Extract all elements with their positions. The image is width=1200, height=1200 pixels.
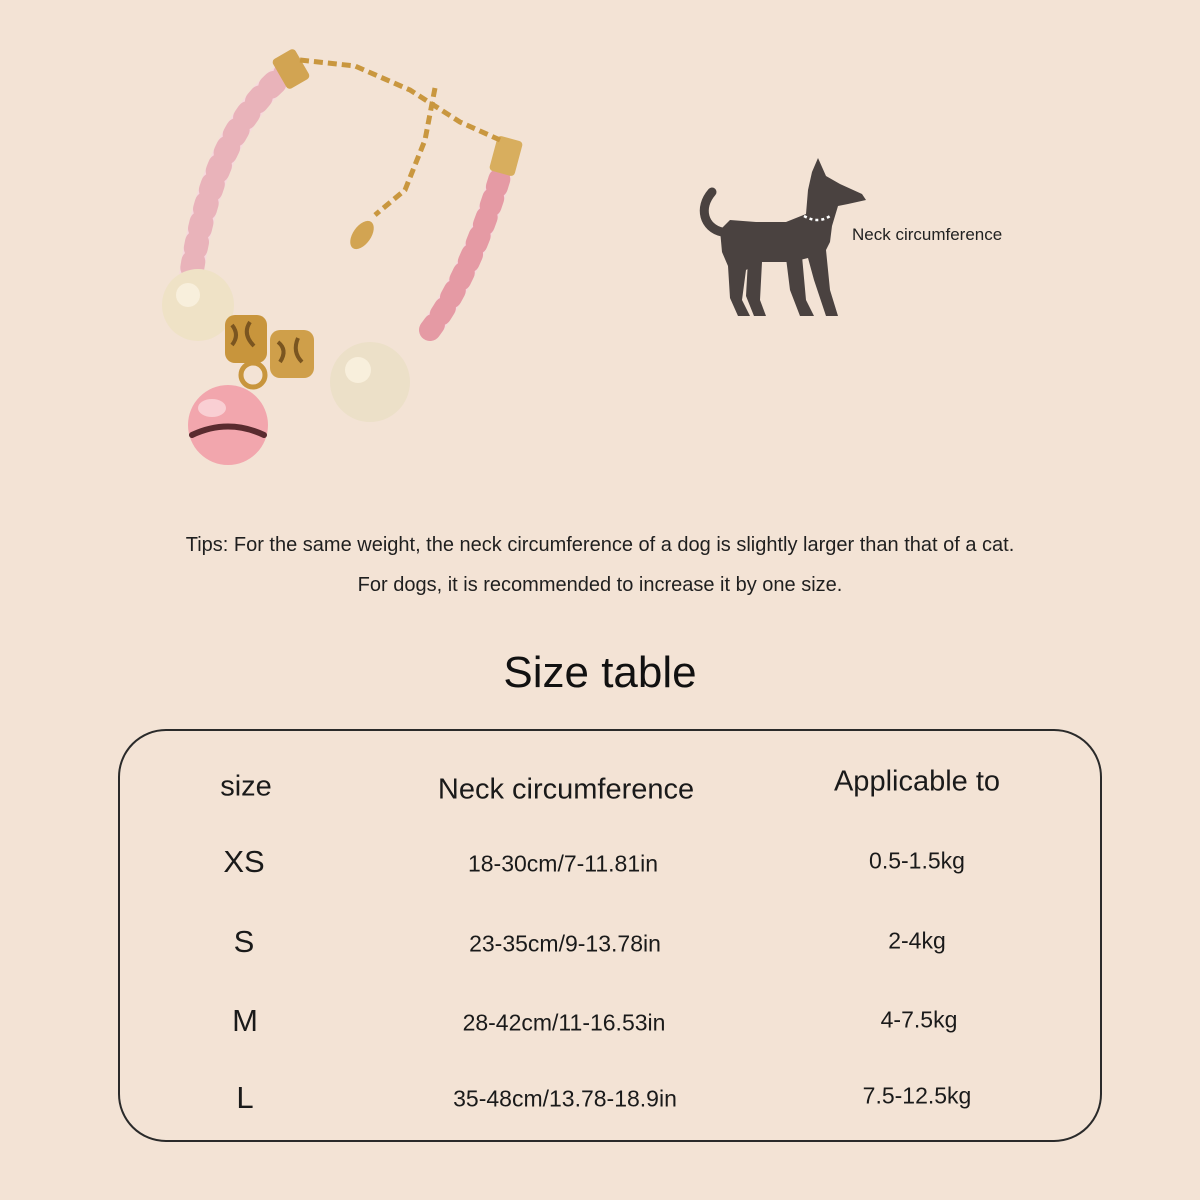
tips-line-1: Tips: For the same weight, the neck circumference of a dog is slightly larger than that of a cat. bbox=[185, 534, 1015, 556]
collar-illustration bbox=[140, 30, 560, 470]
tips-line-2: For dogs, it is recommended to increase it by one size. bbox=[357, 574, 843, 596]
row-size-xs: XS bbox=[223, 844, 265, 879]
size-table-title: Size table bbox=[503, 648, 697, 697]
neck-circumference-label: Neck circumference bbox=[852, 225, 1003, 244]
tips-text bbox=[0, 525, 1200, 605]
row-weight-s: 2-4kg bbox=[888, 927, 946, 954]
row-weight-xs: 0.5-1.5kg bbox=[869, 847, 965, 874]
row-size-s: S bbox=[233, 924, 255, 959]
row-neck-s: 23-35cm/9-13.78in bbox=[469, 930, 661, 957]
size-table bbox=[118, 729, 1102, 1142]
row-size-l: L bbox=[236, 1080, 254, 1115]
collar-product-image bbox=[140, 30, 560, 470]
row-neck-m: 28-42cm/11-16.53in bbox=[462, 1009, 666, 1036]
row-neck-xs: 18-30cm/7-11.81in bbox=[467, 850, 659, 877]
header-size: size bbox=[220, 770, 272, 803]
row-weight-l: 7.5-12.5kg bbox=[862, 1082, 972, 1109]
header-applicable-to: Applicable to bbox=[833, 765, 1001, 798]
row-weight-m: 4-7.5kg bbox=[880, 1006, 958, 1033]
header-neck-circumference: Neck circumference bbox=[437, 773, 695, 806]
row-size-m: M bbox=[232, 1003, 258, 1038]
row-neck-l: 35-48cm/13.78-18.9in bbox=[453, 1085, 677, 1112]
